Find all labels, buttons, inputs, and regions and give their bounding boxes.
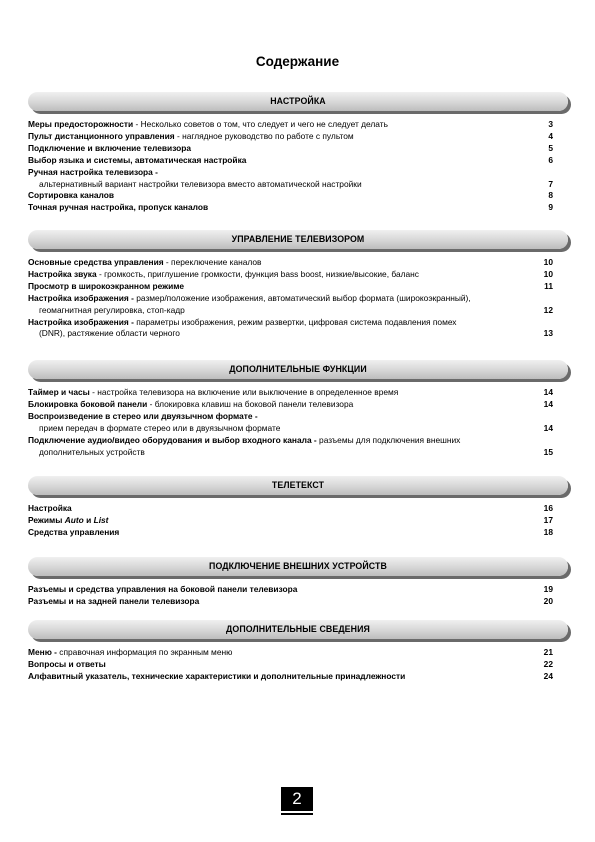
section-heading-bar: ТЕЛЕТЕКСТ (28, 476, 568, 495)
section-setup (28, 92, 568, 214)
toc-entry[interactable] (28, 143, 568, 155)
toc-entry[interactable] (28, 281, 568, 293)
entry-title: Выбор языка и системы, автоматическая настройка (28, 154, 247, 165)
toc-entries (28, 257, 568, 340)
entry-title: Режимы (28, 514, 65, 525)
entry-desc: - настройка телевизора на включение или выключение в определенное время (89, 387, 399, 397)
entry-title-mid: и (83, 514, 94, 525)
toc-entry[interactable] (28, 671, 568, 683)
toc-entry[interactable] (28, 659, 568, 671)
toc-entry[interactable] (28, 131, 568, 143)
entry-page: 7 (548, 178, 553, 189)
entry-title: Меню - (28, 647, 57, 657)
entry-title: Вопросы и ответы (28, 658, 106, 669)
entry-title: Таймер и часы (28, 387, 90, 397)
toc-entries (28, 387, 568, 458)
entry-title: Настройка изображения - (28, 316, 134, 327)
toc-entry[interactable] (28, 167, 568, 191)
entry-page: 8 (548, 190, 553, 201)
toc-entries (28, 584, 568, 608)
entry-title: Настройка изображения - (28, 292, 134, 303)
entry-title: Воспроизведение в стерео или двуязычном формате - (28, 410, 258, 421)
entry-page: 18 (543, 526, 553, 537)
toc-entry[interactable] (28, 596, 568, 608)
entry-title-italic: List (93, 514, 109, 525)
entry-page: 6 (548, 154, 553, 165)
entry-desc: параметры изображения, режим развертки, цифровая система подавления помех (133, 316, 457, 327)
entry-title: Просмотр в широкоэкранном режиме (28, 280, 185, 291)
entry-page: 21 (543, 647, 553, 657)
section-heading-bar: ДОПОЛНИТЕЛЬНЫЕ СВЕДЕНИЯ (28, 620, 568, 639)
section-additional-info (28, 620, 568, 683)
entry-page: 24 (543, 670, 553, 681)
section-heading-bar: ПОДКЛЮЧЕНИЕ ВНЕШНИХ УСТРОЙСТВ (28, 557, 568, 576)
page-number: 2 (281, 787, 313, 811)
section-external-devices (28, 557, 568, 608)
toc-entry[interactable] (28, 257, 568, 269)
entry-page: 10 (543, 268, 553, 279)
toc-entries (28, 647, 568, 683)
entry-page: 9 (548, 202, 553, 213)
entry-title: Настройка (28, 503, 72, 513)
entry-title-italic: Auto (64, 514, 84, 525)
entry-page: 22 (543, 658, 553, 669)
entry-title: Подключение аудио/видео оборудования и выбор входного канала - (28, 434, 317, 445)
entry-page: 12 (543, 304, 553, 315)
section-tv-control (28, 230, 568, 340)
entry-page: 17 (543, 514, 553, 525)
toc-entry[interactable] (28, 269, 568, 281)
toc-entry[interactable] (28, 387, 568, 399)
entry-page: 4 (548, 130, 553, 141)
entry-desc-cont: дополнительных устройств (39, 446, 145, 457)
entry-page: 10 (543, 257, 553, 267)
toc-entry[interactable] (28, 119, 568, 131)
toc-entry[interactable] (28, 293, 568, 317)
entry-title: Основные средства управления (28, 257, 164, 267)
section-heading-bar: УПРАВЛЕНИЕ ТЕЛЕВИЗОРОМ (28, 230, 568, 249)
toc-entry[interactable] (28, 202, 568, 214)
entry-desc-cont: геомагнитная регулировка, стоп-кадр (39, 304, 185, 315)
toc-entries (28, 119, 568, 214)
entry-title: Сортировка каналов (28, 190, 115, 201)
entry-desc: - громкость, приглушение громкости, функция bass boost, низкие/высокие, баланс (96, 268, 419, 279)
entry-title: Настройка звука (28, 268, 97, 279)
entry-title: Точная ручная настройка, пропуск каналов (28, 202, 209, 213)
page-number-underline (281, 813, 313, 815)
entry-title: Разъемы и на задней панели телевизора (28, 595, 200, 606)
entry-title: Разъемы и средства управления на боковой панели телевизора (28, 584, 298, 594)
entry-page: 14 (543, 398, 553, 409)
section-teletext (28, 476, 568, 539)
entry-title: Алфавитный указатель, технические характеристики и дополнительные принадлежности (28, 670, 406, 681)
entry-desc: - наглядное руководство по работе с пультом (174, 130, 354, 141)
entry-desc: размер/положение изображения, автоматический выбор формата (широкоэкранный), (133, 292, 471, 303)
entry-desc: разъемы для подключения внешних (316, 434, 461, 445)
entry-title: Ручная настройка телевизора - (28, 166, 158, 177)
entry-desc: - блокировка клавиш на боковой панели телевизора (147, 398, 354, 409)
entry-page: 13 (543, 328, 553, 339)
entry-page: 11 (544, 280, 553, 291)
entry-desc-cont: (DNR), растяжение области черного (39, 328, 180, 339)
entry-desc: справочная информация по экранным меню (56, 647, 233, 657)
entry-desc: - переключение каналов (163, 257, 262, 267)
toc-entry[interactable] (28, 647, 568, 659)
entry-page: 14 (543, 387, 553, 397)
entry-title: Пульт дистанционного управления (28, 130, 175, 141)
page-title: Содержание (255, 54, 340, 69)
toc-entries (28, 503, 568, 539)
toc-entry[interactable] (28, 435, 568, 459)
entry-page: 14 (543, 422, 553, 433)
entry-page: 15 (543, 446, 553, 457)
section-heading-bar: ДОПОЛНИТЕЛЬНЫЕ ФУНКЦИИ (28, 360, 568, 379)
entry-title: Средства управления (28, 526, 120, 537)
toc-entry[interactable] (28, 515, 568, 527)
entry-title: Блокировка боковой панели (28, 398, 148, 409)
entry-page: 20 (543, 595, 553, 606)
toc-entry[interactable] (28, 190, 568, 202)
entry-page: 3 (548, 119, 553, 129)
toc-entry[interactable] (28, 317, 568, 341)
section-heading-bar: НАСТРОЙКА (28, 92, 568, 111)
entry-desc-cont: альтернативный вариант настройки телевизора вместо автоматической настройки (39, 178, 362, 189)
entry-page: 5 (548, 142, 553, 153)
toc-entry[interactable] (28, 155, 568, 167)
entry-page: 19 (543, 584, 553, 594)
toc-entry[interactable] (28, 584, 568, 596)
entry-desc: - Несколько советов о том, что следует и чего не следует делать (133, 119, 388, 129)
toc-entry[interactable] (28, 503, 568, 515)
entry-title: Подключение и включение телевизора (28, 142, 192, 153)
entry-title: Меры предосторожности (28, 119, 134, 129)
toc-entry[interactable] (28, 411, 568, 435)
entry-desc-cont: прием передач в формате стерео или в двуязычном формате (39, 422, 281, 433)
entry-page: 16 (543, 503, 553, 513)
toc-entry[interactable] (28, 399, 568, 411)
section-extra-functions (28, 360, 568, 458)
toc-entry[interactable] (28, 527, 568, 539)
